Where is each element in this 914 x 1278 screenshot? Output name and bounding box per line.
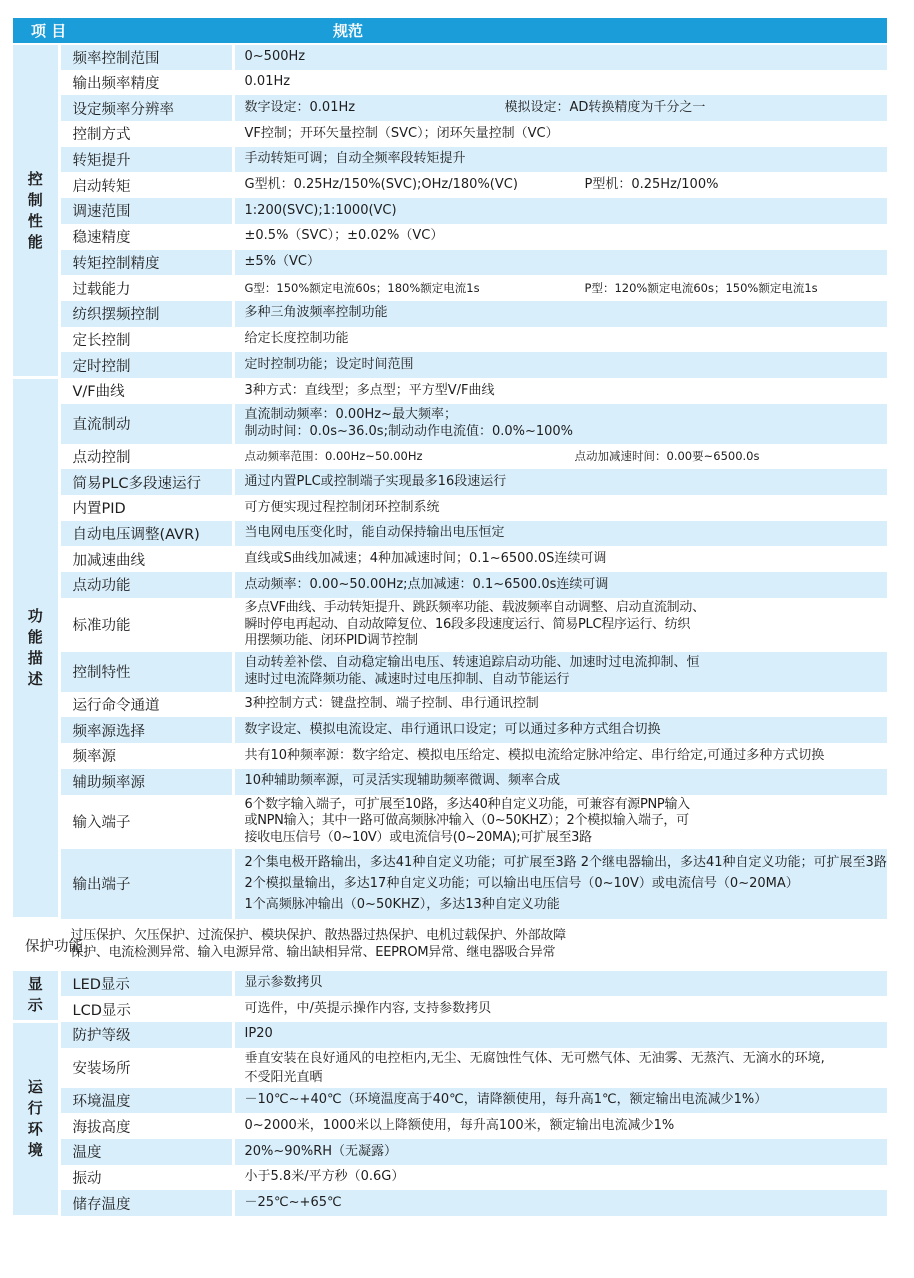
group-label: 显示 [13, 971, 59, 1022]
spec-table [13, 18, 887, 1218]
row-name: 安装场所 [59, 1048, 233, 1088]
row-spec: ±5%（VC） [233, 250, 887, 276]
row-spec: 小于5.8米/平方秒（0.6G） [233, 1165, 887, 1191]
table-row [13, 444, 887, 470]
row-spec: 3种方式：直线型；多点型；平方型V/F曲线 [233, 378, 887, 404]
row-spec: 通过内置PLC或控制端子实现最多16段速运行 [233, 469, 887, 495]
table-row [13, 1113, 887, 1139]
table-row [13, 147, 887, 173]
row-spec: VF控制；开环矢量控制（SVC）；闭环矢量控制（VC） [233, 121, 887, 147]
row-spec: 给定长度控制功能 [233, 327, 887, 353]
table-row [13, 469, 887, 495]
row-spec: IP20 [233, 1022, 887, 1048]
row-name: 频率控制范围 [59, 44, 233, 70]
row-spec: 0.01Hz [233, 70, 887, 96]
table-row [13, 743, 887, 769]
row-spec: 点动频率范围：0.00Hz~50.00Hz 点动加减速时间：0.00要~6500.0s [233, 444, 887, 470]
row-spec: G型：150%额定电流60s；180%额定电流1s P型：120%额定电流60s；150%额定电流1s [233, 275, 887, 301]
row-name: 控制方式 [59, 121, 233, 147]
row-name: 点动控制 [59, 444, 233, 470]
row-name: 输出端子 [59, 849, 233, 919]
table-row [13, 275, 887, 301]
table-row [13, 717, 887, 743]
row-name: 辅助频率源 [59, 769, 233, 795]
table-row [13, 70, 887, 96]
row-name: 温度 [59, 1139, 233, 1165]
table-row [13, 250, 887, 276]
table-row [13, 44, 887, 70]
row-name: 调速范围 [59, 198, 233, 224]
table-row [13, 1190, 887, 1216]
row-spec: 0~2000米，1000米以上降额使用，每升高100米，额定输出电流减少1% [233, 1113, 887, 1139]
row-name: V/F曲线 [59, 378, 233, 404]
row-name: 海拔高度 [59, 1113, 233, 1139]
row-name: 输入端子 [59, 795, 233, 849]
row-name: 储存温度 [59, 1190, 233, 1216]
row-spec: 定时控制功能；设定时间范围 [233, 352, 887, 378]
row-name: 保护功能 [13, 919, 59, 971]
row-name: LED显示 [59, 971, 233, 997]
table-row [13, 352, 887, 378]
row-name: 点动功能 [59, 572, 233, 598]
group-label: 功能描述 [13, 378, 59, 919]
row-name: 控制特性 [59, 652, 233, 692]
row-name: 过载能力 [59, 275, 233, 301]
row-name: 运行命令通道 [59, 692, 233, 718]
group-label: 控制性能 [13, 44, 59, 378]
row-spec: 过压保护、欠压保护、过流保护、模块保护、散热器过热保护、电机过载保护、外部故障 保护、电流检测异常、输入电源异常、输出缺相异常、EEPROM异常、继电器吸合异常 [59, 919, 233, 971]
row-name: 设定频率分辨率 [59, 95, 233, 121]
row-spec: －10℃~+40℃（环境温度高于40℃，请降额使用，每升高1℃，额定输出电流减少1%） [233, 1088, 887, 1114]
table-row [13, 378, 887, 404]
row-name: 振动 [59, 1165, 233, 1191]
row-spec: 多点VF曲线、手动转矩提升、跳跃频率功能、载波频率自动调整、启动直流制动、 瞬时停电再起动、自动故障复位、16段多段速度运行、简易PLC程序运行、纺织 用摆频功能、闭环PID调节控制 [233, 598, 887, 652]
row-spec: 直流制动频率：0.00Hz~最大频率； 制动时间：0.0s~36.0s;制动动作电流值：0.0%~100% [233, 404, 887, 444]
table-row [13, 996, 887, 1022]
table-row [13, 1139, 887, 1165]
row-spec: 可方便实现过程控制闭环控制系统 [233, 495, 887, 521]
spec-sheet [13, 18, 887, 1218]
row-name: 内置PID [59, 495, 233, 521]
group-label: 运行环境 [13, 1022, 59, 1216]
header-spec: 规范 [233, 18, 887, 44]
table-row [13, 521, 887, 547]
row-name: 自动电压调整(AVR) [59, 521, 233, 547]
table-row [13, 95, 887, 121]
table-row [13, 919, 887, 971]
table-row [13, 769, 887, 795]
row-spec: 0~500Hz [233, 44, 887, 70]
row-spec: 自动转差补偿、自动稳定输出电压、转速追踪启动功能、加速时过电流抑制、恒 速时过电流降频功能、减速时过电压抑制、自动节能运行 [233, 652, 887, 692]
row-spec: －25℃~+65℃ [233, 1190, 887, 1216]
row-spec: 数字设定、模拟电流设定、串行通讯口设定；可以通过多种方式组合切换 [233, 717, 887, 743]
row-name: 环境温度 [59, 1088, 233, 1114]
row-spec: 3种控制方式：键盘控制、端子控制、串行通讯控制 [233, 692, 887, 718]
row-spec: 数字设定：0.01Hz 模拟设定：AD转换精度为千分之一 [233, 95, 887, 121]
row-spec: 垂直安装在良好通风的电控柜内,无尘、无腐蚀性气体、无可燃气体、无油雾、无蒸汽、无滴水的环境, 不受阳光直晒 [233, 1048, 887, 1088]
row-spec: 多种三角波频率控制功能 [233, 301, 887, 327]
row-name: 输出频率精度 [59, 70, 233, 96]
table-row [13, 1165, 887, 1191]
row-name: 防护等级 [59, 1022, 233, 1048]
row-name: 标准功能 [59, 598, 233, 652]
table-row [13, 795, 887, 849]
row-spec: G型机：0.25Hz/150%(SVC);OHz/180%(VC) P型机：0.25Hz/100% [233, 172, 887, 198]
table-row [13, 198, 887, 224]
row-spec: 10种辅助频率源，可灵活实现辅助频率微调、频率合成 [233, 769, 887, 795]
row-spec: 20%~90%RH（无凝露） [233, 1139, 887, 1165]
row-name: LCD显示 [59, 996, 233, 1022]
table-row [13, 1048, 887, 1088]
row-name: 稳速精度 [59, 224, 233, 250]
table-row [13, 327, 887, 353]
row-name: 频率源选择 [59, 717, 233, 743]
table-row [13, 121, 887, 147]
table-row [13, 1088, 887, 1114]
row-spec: 1:200(SVC);1:1000(VC) [233, 198, 887, 224]
table-row [13, 301, 887, 327]
table-row [13, 495, 887, 521]
row-spec: ±0.5%（SVC）；±0.02%（VC） [233, 224, 887, 250]
table-row [13, 572, 887, 598]
table-row [13, 849, 887, 919]
row-name: 转矩控制精度 [59, 250, 233, 276]
row-name: 定长控制 [59, 327, 233, 353]
row-spec: 点动频率：0.00~50.00Hz;点加减速：0.1~6500.0s连续可调 [233, 572, 887, 598]
table-row [13, 404, 887, 444]
row-name: 直流制动 [59, 404, 233, 444]
table-row [13, 1022, 887, 1048]
table-header [13, 18, 887, 44]
row-spec: 共有10种频率源：数字给定、模拟电压给定、模拟电流给定脉冲给定、串行给定,可通过多种方式切换 [233, 743, 887, 769]
table-row [13, 172, 887, 198]
table-row [13, 598, 887, 652]
row-name: 加减速曲线 [59, 546, 233, 572]
row-name: 启动转矩 [59, 172, 233, 198]
table-row [13, 546, 887, 572]
row-spec: 直线或S曲线加减速；4种加减速时间；0.1~6500.0S连续可调 [233, 546, 887, 572]
row-name: 定时控制 [59, 352, 233, 378]
table-row [13, 692, 887, 718]
table-row [13, 224, 887, 250]
row-spec: 当电网电压变化时，能自动保持输出电压恒定 [233, 521, 887, 547]
row-name: 频率源 [59, 743, 233, 769]
row-spec: 可选件，中/英提示操作内容, 支持参数拷贝 [233, 996, 887, 1022]
row-spec: 2个集电极开路输出，多达41种自定义功能；可扩展至3路 2个继电器输出，多达41种自定义功能；可扩展至3路 2个模拟量输出，多达17种自定义功能；可以输出电压信号（0~10V）或电流信号（0~20MA） 1个高频脉冲输出（0~50KHZ），多达13种自定义功能 [233, 849, 887, 919]
row-spec: 6个数字输入端子，可扩展至10路，多达40种自定义功能，可兼容有源PNP输入 或NPN输入；其中一路可做高频脉冲输入（0~50KHZ）；2个模拟输入端子，可 接收电压信号（0~10V）或电流信号(0~20MA);可扩展至3路 [233, 795, 887, 849]
table-row [13, 652, 887, 692]
row-name: 纺织摆频控制 [59, 301, 233, 327]
row-spec: 手动转矩可调；自动全频率段转矩提升 [233, 147, 887, 173]
row-name: 转矩提升 [59, 147, 233, 173]
header-item: 项 目 [13, 18, 233, 44]
table-row [13, 971, 887, 997]
row-spec: 显示参数拷贝 [233, 971, 887, 997]
row-name: 简易PLC多段速运行 [59, 469, 233, 495]
